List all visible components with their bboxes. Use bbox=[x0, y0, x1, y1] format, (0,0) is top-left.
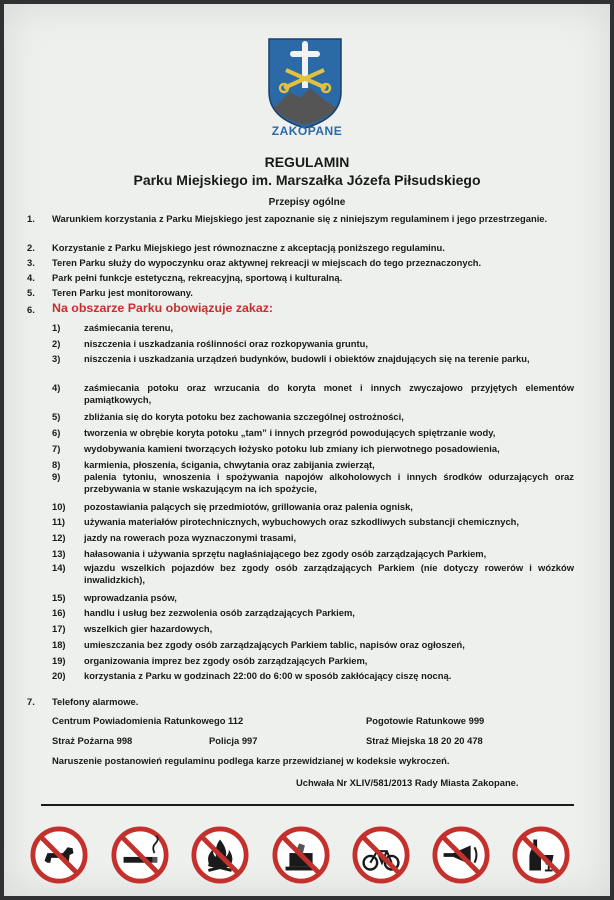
prohibition-text: korzystania z Parku w godzinach 22:00 do 6:00 w sposób zakłócający ciszę nocną. bbox=[84, 670, 452, 681]
prohibition-text: używania materiałów pirotechnicznych, wybuchowych oraz szkodliwych substancji chemicznych, bbox=[84, 516, 520, 527]
rule-number: 7. bbox=[27, 696, 35, 707]
no-dogs-icon bbox=[30, 826, 88, 884]
prohibition-number: 8) bbox=[52, 459, 61, 470]
prohibition-number: 15) bbox=[52, 592, 66, 603]
prohibition-number: 7) bbox=[52, 443, 61, 454]
document-subtitle: Parku Miejskiego im. Marszałka Józefa Piłsudskiego bbox=[133, 172, 481, 188]
prohibitions-heading: Na obszarze Parku obowiązuje zakaz: bbox=[52, 301, 274, 315]
rule-number: 6. bbox=[27, 304, 35, 315]
no-horn-icon bbox=[432, 826, 490, 884]
prohibition-number: 2) bbox=[52, 338, 61, 349]
prohibition-text: wszelkich gier hazardowych, bbox=[84, 623, 213, 634]
rule-text: Korzystanie z Parku Miejskiego jest równoznaczne z akceptacją poniższego regulaminu. bbox=[52, 242, 445, 253]
divider bbox=[41, 804, 574, 806]
prohibition-text: handlu i usług bez zezwolenia osób zarządzających Parkiem, bbox=[84, 607, 355, 618]
prohibition-text: tworzenia w obrębie koryta potoku „tam” i innych przegród powodujących spiętrzanie wody, bbox=[84, 427, 496, 438]
prohibition-text: palenia tytoniu, wnoszenia i spożywania napojów alkoholowych i innych środków odurzających oraz przebywania w stanie wskazującym na ich spożycie, bbox=[84, 471, 574, 494]
rule-text: Teren Parku służy do wypoczynku oraz aktywnej rekreacji w miejscach do tego przeznaczonych. bbox=[52, 257, 482, 268]
prohibition-text: organizowania imprez bez zgody osób zarządzających Parkiem, bbox=[84, 655, 368, 666]
prohibition-number: 13) bbox=[52, 548, 66, 559]
rule-number: 3. bbox=[27, 257, 35, 268]
rule-number: 2. bbox=[27, 242, 35, 253]
phone-police: Policja 997 bbox=[209, 735, 258, 746]
no-bicycles-icon bbox=[352, 826, 410, 884]
prohibition-text: pozostawiania palących się przedmiotów, grillowania oraz palenia ognisk, bbox=[84, 501, 413, 512]
zakopane-coat-of-arms-icon bbox=[266, 36, 344, 130]
prohibition-number: 10) bbox=[52, 501, 66, 512]
regulations-sign bbox=[4, 4, 610, 896]
prohibition-number: 6) bbox=[52, 427, 61, 438]
prohibition-number: 1) bbox=[52, 322, 61, 333]
prohibition-text: jazdy na rowerach poza wyznaczonymi trasami, bbox=[84, 532, 297, 543]
no-alcohol-icon bbox=[512, 826, 570, 884]
town-name: ZAKOPANE bbox=[271, 124, 343, 138]
prohibition-text: niszczenia i uszkadzania urządzeń budynków, budowli i obiektów znajdujących się na terenie parku, bbox=[84, 353, 530, 364]
phone-emergency-center: Centrum Powiadomienia Ratunkowego 112 bbox=[52, 715, 244, 726]
phone-fire-brigade: Straż Pożarna 998 bbox=[52, 735, 133, 746]
prohibition-number: 20) bbox=[52, 670, 66, 681]
phone-ambulance: Pogotowie Ratunkowe 999 bbox=[366, 715, 485, 726]
prohibition-number: 18) bbox=[52, 639, 66, 650]
phones-heading: Telefony alarmowe. bbox=[52, 696, 139, 707]
penalty-notice: Naruszenie postanowień regulaminu podlega karze przewidzianej w kodeksie wykroczeń. bbox=[52, 755, 450, 766]
rule-text: Teren Parku jest monitorowany. bbox=[52, 287, 193, 298]
prohibition-text: zaśmiecania potoku oraz wrzucania do koryta monet i innych zwyczajowo przyjętych elementów pamiątkowych, bbox=[84, 382, 574, 405]
prohibition-text: wjazdu wszelkich pojazdów bez zgody osób zarządzających Parkiem (nie dotyczy rowerów i wózków inwalidzkich), bbox=[84, 562, 574, 585]
prohibition-text: zaśmiecania terenu, bbox=[84, 322, 174, 333]
prohibition-text: umieszczania bez zgody osób zarządzających Parkiem tablic, napisów oraz ogłoszeń, bbox=[84, 639, 465, 650]
rule-text: Warunkiem korzystania z Parku Miejskiego jest zapoznanie się z niniejszym regulaminem i jego przestrzeganie. bbox=[52, 213, 548, 224]
prohibition-number: 9) bbox=[52, 471, 61, 482]
prohibition-number: 16) bbox=[52, 607, 66, 618]
prohibition-number: 17) bbox=[52, 623, 66, 634]
prohibition-text: karmienia, płoszenia, ścigania, chwytania oraz zabijania zwierząt, bbox=[84, 459, 375, 470]
no-littering-icon bbox=[272, 826, 330, 884]
rule-number: 5. bbox=[27, 287, 35, 298]
rule-text: Park pełni funkcje estetyczną, rekreacyjną, sportową i kulturalną. bbox=[52, 272, 343, 283]
prohibition-text: hałasowania i używania sprzętu nagłaśniającego bez zgody osób zarządzających Parkiem, bbox=[84, 548, 487, 559]
resolution-reference: Uchwała Nr XLIV/581/2013 Rady Miasta Zakopane. bbox=[296, 777, 519, 788]
prohibition-text: wprowadzania psów, bbox=[84, 592, 177, 603]
document-title: REGULAMIN bbox=[264, 154, 350, 170]
prohibition-number: 14) bbox=[52, 562, 66, 573]
prohibition-text: zbliżania się do koryta potoku bez zachowania szczególnej ostrożności, bbox=[84, 411, 404, 422]
no-smoking-icon bbox=[111, 826, 169, 884]
prohibition-number: 5) bbox=[52, 411, 61, 422]
prohibition-number: 19) bbox=[52, 655, 66, 666]
section-heading: Przepisy ogólne bbox=[268, 197, 346, 208]
prohibition-text: wydobywania kamieni tworzących łożysko potoku lub zmiany ich pierwotnego posadowienia, bbox=[84, 443, 500, 454]
prohibition-number: 12) bbox=[52, 532, 66, 543]
no-fire-icon bbox=[191, 826, 249, 884]
rule-number: 1. bbox=[27, 213, 35, 224]
phone-city-guard: Straż Miejska 18 20 20 478 bbox=[366, 735, 483, 746]
prohibition-number: 11) bbox=[52, 516, 66, 527]
prohibition-number: 4) bbox=[52, 382, 61, 393]
rule-number: 4. bbox=[27, 272, 35, 283]
prohibition-text: niszczenia i uszkadzania roślinności oraz rozkopywania gruntu, bbox=[84, 338, 368, 349]
prohibition-number: 3) bbox=[52, 353, 61, 364]
